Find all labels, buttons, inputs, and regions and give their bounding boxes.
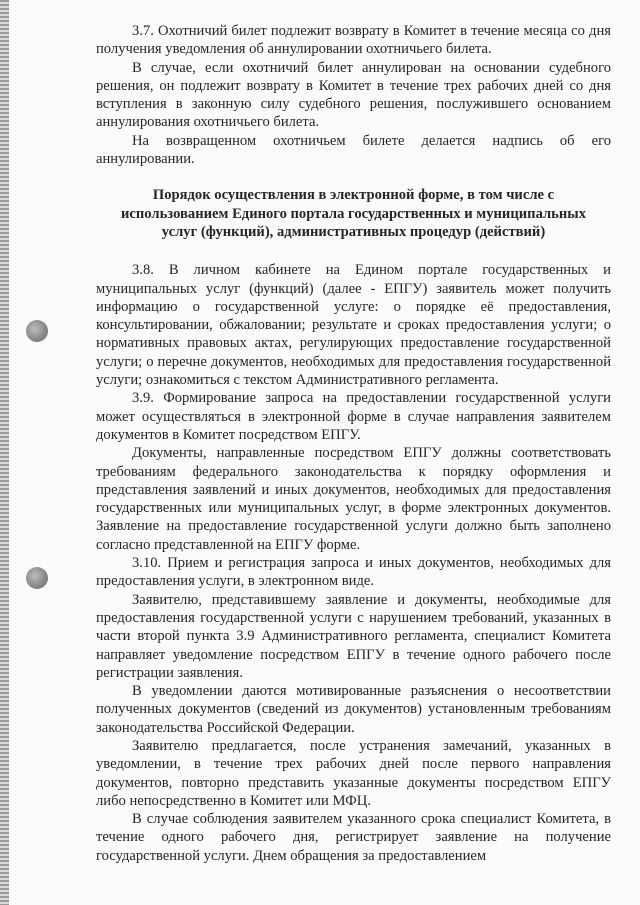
paragraph: Заявителю, представившему заявление и документы, необходимые для предоставления государственной услуги с нарушением требований, указанных в части второй пункта 3.9 Административного регламента, специалист Комитета направляет уведомление посредством ЕПГУ в течение одного рабочего после регистрации заявления. [96, 591, 611, 681]
paragraph: В случае, если охотничий билет аннулирован на основании судебного решения, он подлежит возврату в Комитет в течение трех рабочих дней со дня вступления в законную силу судебного решения, послужившего основанием аннулирования охотничьего билета. [96, 59, 611, 131]
scan-edge [0, 0, 9, 905]
punch-hole [26, 567, 48, 589]
paragraph-3-7: 3.7. Охотничий билет подлежит возврату в Комитет в течение месяца со дня получения уведомления об аннулировании охотничьего билета. [96, 23, 611, 58]
paragraph: На возвращенном охотничьем билете делается надпись об его аннулировании. [96, 132, 611, 168]
paragraph: В уведомлении даются мотивированные разъяснения о несоответствии полученных документов (сведений из документов) установленным требованиям законодательства Российской Федерации. [96, 683, 611, 736]
paragraph: В случае соблюдения заявителем указанного срока специалист Комитета, в течение одного рабочего дня, регистрирует заявление на получение государственной услуги. Днем обращения за предоставлением [96, 811, 611, 864]
section-heading: Порядок осуществления в электронной форме, в том числе с использованием Единого портала государственных и муниципальных услуг (функций), административных процедур (действий) [121, 187, 586, 240]
paragraph: Документы, направленные посредством ЕПГУ должны соответствовать требованиям федерального законодательства к порядку оформления и представления заявлений и иных документов, необходимых для предоставления государственных или муниципальных услуг, в форме электронных документов. Заявление на предоставление государственной услуги должно быть заполнено согласно представленной на ЕПГУ форме. [96, 445, 611, 553]
paragraph-3-8: 3.8. В личном кабинете на Едином портале государственных и муниципальных услуг (функций) (далее - ЕПГУ) заявитель может получить информацию о государственной услуге: о порядке её предоставления, консультировании, обжаловании; результате и сроках предоставления услуги; о нормативных правовых актах, регулирующих предоставление государственной услуги; о перечне документов, необходимых для предоставления государственной услуги; ознакомиться с текстом Административного регламента. [96, 262, 611, 389]
paragraph-3-9: 3.9. Формирование запроса на предоставлении государственной услуги может осуществляться в электронной форме в случае направления заявителем документов в Комитет посредством ЕПГУ. [96, 390, 611, 443]
document-body [96, 22, 611, 865]
punch-hole [26, 320, 48, 342]
paragraph: Заявителю предлагается, после устранения замечаний, указанных в уведомлении, в течение трех рабочих дней после первого направления документов, повторно представить указанные документы посредством ЕПГУ либо непосредственно в Комитет или МФЦ. [96, 737, 611, 809]
paragraph-3-10: 3.10. Прием и регистрация запроса и иных документов, необходимых для предоставления услуги, в электронном виде. [96, 555, 611, 590]
